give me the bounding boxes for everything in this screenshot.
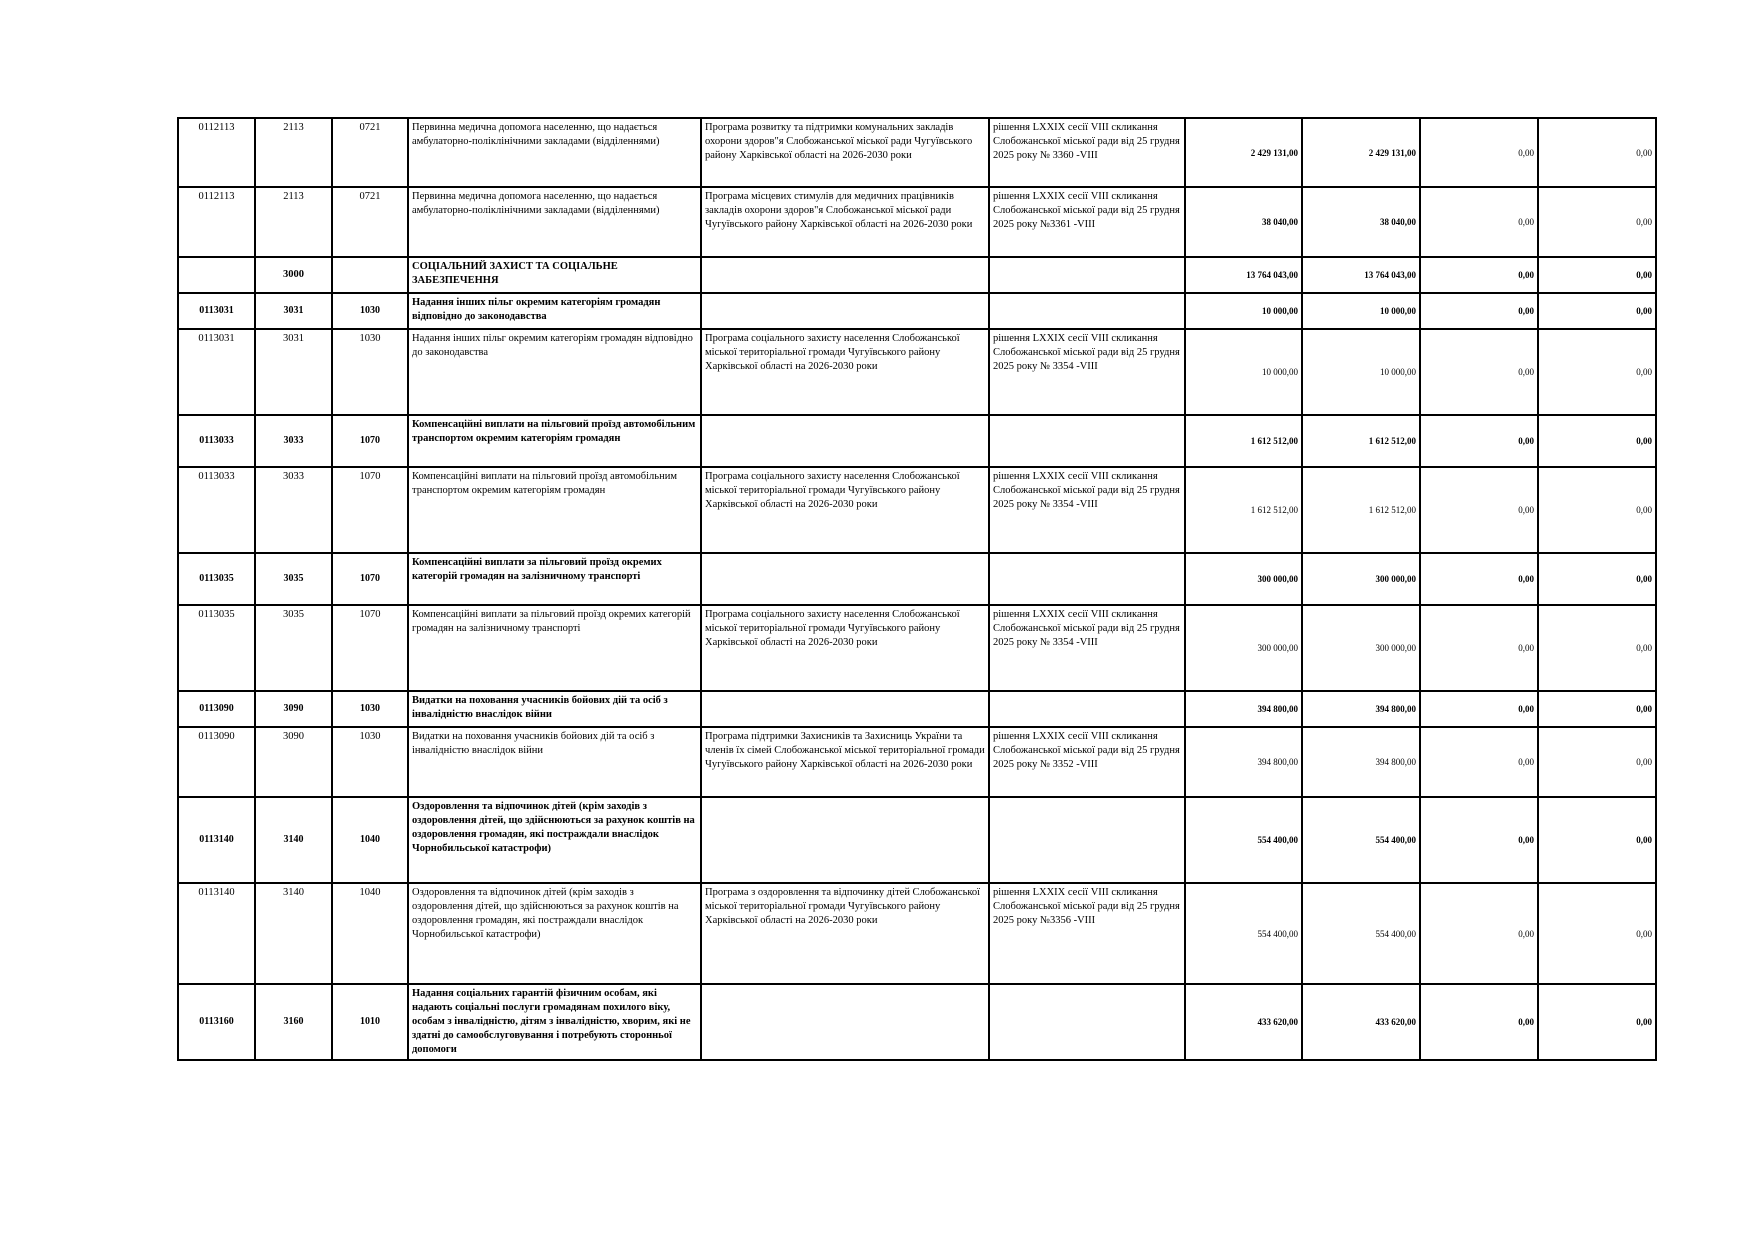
development-budget-cell: 0,00 — [1538, 984, 1656, 1060]
kfk-code-cell: 3140 — [255, 797, 332, 883]
special-fund-cell: 0,00 — [1420, 329, 1538, 415]
table-row — [178, 605, 1656, 691]
total-amount-cell: 38 040,00 — [1185, 187, 1302, 257]
decision-cell: рішення LXXIX сесії VIII скликання Слобожанської міської ради від 25 грудня 2025 року №3356 -VIII — [989, 883, 1185, 984]
general-fund-cell: 10 000,00 — [1302, 329, 1420, 415]
section-row — [178, 257, 1656, 293]
fkv-code-cell: 1040 — [332, 797, 408, 883]
program-name-cell — [701, 257, 989, 293]
development-budget-cell: 0,00 — [1538, 467, 1656, 553]
development-budget-cell: 0,00 — [1538, 187, 1656, 257]
general-fund-cell: 38 040,00 — [1302, 187, 1420, 257]
total-amount-cell: 554 400,00 — [1185, 883, 1302, 984]
budget-table — [177, 117, 1657, 1061]
development-budget-cell: 0,00 — [1538, 727, 1656, 797]
kfk-code-cell: 3140 — [255, 883, 332, 984]
special-fund-cell: 0,00 — [1420, 691, 1538, 727]
kfk-code-cell: 3031 — [255, 329, 332, 415]
program-code-cell: 0113035 — [178, 553, 255, 605]
general-fund-cell: 300 000,00 — [1302, 553, 1420, 605]
program-code-cell: 0112113 — [178, 118, 255, 187]
expenditure-name-cell: СОЦІАЛЬНИЙ ЗАХИСТ ТА СОЦІАЛЬНЕ ЗАБЕЗПЕЧЕННЯ — [408, 257, 701, 293]
expenditure-name-cell: Надання соціальних гарантій фізичним особам, які надають соціальні послуги громадянам похилого віку, особам з інвалідністю, дітям з інвалідністю, хворим, які не здатні до самообслуговування і потребують сторонньої допомоги — [408, 984, 701, 1060]
general-fund-cell: 300 000,00 — [1302, 605, 1420, 691]
development-budget-cell: 0,00 — [1538, 553, 1656, 605]
fkv-code-cell: 1030 — [332, 329, 408, 415]
expenditure-name-cell: Надання інших пільг окремим категоріям громадян відповідно до законодавства — [408, 329, 701, 415]
decision-cell: рішення LXXIX сесії VIII скликання Слобожанської міської ради від 25 грудня 2025 року №3361 -VIII — [989, 187, 1185, 257]
development-budget-cell: 0,00 — [1538, 691, 1656, 727]
general-fund-cell: 394 800,00 — [1302, 727, 1420, 797]
general-fund-cell: 10 000,00 — [1302, 293, 1420, 329]
total-amount-cell: 10 000,00 — [1185, 293, 1302, 329]
fkv-code-cell: 0721 — [332, 118, 408, 187]
program-name-cell — [701, 984, 989, 1060]
special-fund-cell: 0,00 — [1420, 883, 1538, 984]
total-amount-cell: 300 000,00 — [1185, 553, 1302, 605]
expenditure-name-cell: Первинна медична допомога населенню, що надається амбулаторно-поліклінічними закладами (відділеннями) — [408, 118, 701, 187]
subtotal-row — [178, 984, 1656, 1060]
general-fund-cell: 2 429 131,00 — [1302, 118, 1420, 187]
program-name-cell: Програма підтримки Захисників та Захисниць України та членів їх сімей Слобожанської міської територіальної громади Чугуївського району Харківської області на 2026-2030 роки — [701, 727, 989, 797]
program-code-cell: 0113140 — [178, 797, 255, 883]
fkv-code-cell: 1030 — [332, 691, 408, 727]
special-fund-cell: 0,00 — [1420, 293, 1538, 329]
subtotal-row — [178, 415, 1656, 467]
total-amount-cell: 300 000,00 — [1185, 605, 1302, 691]
subtotal-row — [178, 691, 1656, 727]
program-name-cell: Програма соціального захисту населення Слобожанської міської територіальної громади Чугуївського району Харківської області на 2026-2030 роки — [701, 605, 989, 691]
special-fund-cell: 0,00 — [1420, 727, 1538, 797]
development-budget-cell: 0,00 — [1538, 797, 1656, 883]
kfk-code-cell: 3090 — [255, 691, 332, 727]
development-budget-cell: 0,00 — [1538, 883, 1656, 984]
expenditure-name-cell: Оздоровлення та відпочинок дітей (крім заходів з оздоровлення дітей, що здійснюються за рахунок коштів на оздоровлення громадян, які постраждали внаслідок Чорнобильської катастрофи) — [408, 797, 701, 883]
decision-cell — [989, 293, 1185, 329]
program-code-cell: 0113033 — [178, 415, 255, 467]
kfk-code-cell: 3000 — [255, 257, 332, 293]
expenditure-name-cell: Надання інших пільг окремим категоріям громадян відповідно до законодавства — [408, 293, 701, 329]
general-fund-cell: 554 400,00 — [1302, 883, 1420, 984]
program-name-cell: Програма місцевих стимулів для медичних працівників закладів охорони здоров"я Слобожанської міської ради Чугуївського району Харківської області на 2026-2030 роки — [701, 187, 989, 257]
program-code-cell: 0113140 — [178, 883, 255, 984]
decision-cell: рішення LXXIX сесії VIII скликання Слобожанської міської ради від 25 грудня 2025 року № 3354 -VIII — [989, 467, 1185, 553]
special-fund-cell: 0,00 — [1420, 187, 1538, 257]
subtotal-row — [178, 553, 1656, 605]
development-budget-cell: 0,00 — [1538, 415, 1656, 467]
program-code-cell — [178, 257, 255, 293]
general-fund-cell: 394 800,00 — [1302, 691, 1420, 727]
special-fund-cell: 0,00 — [1420, 984, 1538, 1060]
program-code-cell: 0113160 — [178, 984, 255, 1060]
program-name-cell — [701, 691, 989, 727]
fkv-code-cell: 1030 — [332, 293, 408, 329]
decision-cell: рішення LXXIX сесії VIII скликання Слобожанської міської ради від 25 грудня 2025 року № 3354 -VIII — [989, 605, 1185, 691]
general-fund-cell: 13 764 043,00 — [1302, 257, 1420, 293]
expenditure-name-cell: Первинна медична допомога населенню, що надається амбулаторно-поліклінічними закладами (відділеннями) — [408, 187, 701, 257]
fkv-code-cell: 1070 — [332, 553, 408, 605]
total-amount-cell: 554 400,00 — [1185, 797, 1302, 883]
development-budget-cell: 0,00 — [1538, 118, 1656, 187]
fkv-code-cell: 1010 — [332, 984, 408, 1060]
decision-cell — [989, 257, 1185, 293]
fkv-code-cell: 1070 — [332, 605, 408, 691]
table-row — [178, 883, 1656, 984]
program-name-cell — [701, 553, 989, 605]
program-code-cell: 0113033 — [178, 467, 255, 553]
program-name-cell — [701, 415, 989, 467]
kfk-code-cell: 2113 — [255, 118, 332, 187]
total-amount-cell: 1 612 512,00 — [1185, 415, 1302, 467]
program-name-cell — [701, 797, 989, 883]
kfk-code-cell: 3035 — [255, 605, 332, 691]
expenditure-name-cell: Видатки на поховання учасників бойових дій та осіб з інвалідністю внаслідок війни — [408, 727, 701, 797]
total-amount-cell: 13 764 043,00 — [1185, 257, 1302, 293]
program-code-cell: 0112113 — [178, 187, 255, 257]
total-amount-cell: 10 000,00 — [1185, 329, 1302, 415]
fkv-code-cell: 1070 — [332, 467, 408, 553]
program-name-cell — [701, 293, 989, 329]
general-fund-cell: 433 620,00 — [1302, 984, 1420, 1060]
total-amount-cell: 2 429 131,00 — [1185, 118, 1302, 187]
special-fund-cell: 0,00 — [1420, 118, 1538, 187]
program-code-cell: 0113031 — [178, 329, 255, 415]
total-amount-cell: 433 620,00 — [1185, 984, 1302, 1060]
program-code-cell: 0113035 — [178, 605, 255, 691]
program-name-cell: Програма соціального захисту населення Слобожанської міської територіальної громади Чугуївського району Харківської області на 2026-2030 роки — [701, 329, 989, 415]
table-row — [178, 118, 1656, 187]
kfk-code-cell: 3031 — [255, 293, 332, 329]
special-fund-cell: 0,00 — [1420, 467, 1538, 553]
special-fund-cell: 0,00 — [1420, 257, 1538, 293]
expenditure-name-cell: Компенсаційні виплати на пільговий проїзд автомобільним транспортом окремим категоріям громадян — [408, 467, 701, 553]
decision-cell — [989, 984, 1185, 1060]
development-budget-cell: 0,00 — [1538, 329, 1656, 415]
special-fund-cell: 0,00 — [1420, 553, 1538, 605]
decision-cell: рішення LXXIX сесії VIII скликання Слобожанської міської ради від 25 грудня 2025 року № 3352 -VIII — [989, 727, 1185, 797]
kfk-code-cell: 3033 — [255, 415, 332, 467]
kfk-code-cell: 3090 — [255, 727, 332, 797]
subtotal-row — [178, 293, 1656, 329]
fkv-code-cell — [332, 257, 408, 293]
table-row — [178, 329, 1656, 415]
general-fund-cell: 1 612 512,00 — [1302, 467, 1420, 553]
decision-cell: рішення LXXIX сесії VIII скликання Слобожанської міської ради від 25 грудня 2025 року № 3354 -VIII — [989, 329, 1185, 415]
subtotal-row — [178, 797, 1656, 883]
fkv-code-cell: 1030 — [332, 727, 408, 797]
fkv-code-cell: 0721 — [332, 187, 408, 257]
decision-cell — [989, 553, 1185, 605]
kfk-code-cell: 3035 — [255, 553, 332, 605]
expenditure-name-cell: Видатки на поховання учасників бойових дій та осіб з інвалідністю внаслідок війни — [408, 691, 701, 727]
program-code-cell: 0113031 — [178, 293, 255, 329]
program-name-cell: Програма розвитку та підтримки комунальних закладів охорони здоров"я Слобожанської міської ради Чугуївського району Харківської області на 2026-2030 роки — [701, 118, 989, 187]
total-amount-cell: 1 612 512,00 — [1185, 467, 1302, 553]
decision-cell — [989, 415, 1185, 467]
table-row — [178, 467, 1656, 553]
expenditure-name-cell: Оздоровлення та відпочинок дітей (крім заходів з оздоровлення дітей, що здійснюються за рахунок коштів на оздоровлення громадян, які постраждали внаслідок Чорнобильської катастрофи) — [408, 883, 701, 984]
expenditure-name-cell: Компенсаційні виплати на пільговий проїзд автомобільним транспортом окремим категоріям громадян — [408, 415, 701, 467]
development-budget-cell: 0,00 — [1538, 293, 1656, 329]
expenditure-name-cell: Компенсаційні виплати за пільговий проїзд окремих категорій громадян на залізничному транспорті — [408, 605, 701, 691]
program-name-cell: Програма з оздоровлення та відпочинку дітей Слобожанської міської територіальної громади Чугуївського району Харківської області на 2026-2030 роки — [701, 883, 989, 984]
kfk-code-cell: 3160 — [255, 984, 332, 1060]
program-code-cell: 0113090 — [178, 727, 255, 797]
total-amount-cell: 394 800,00 — [1185, 691, 1302, 727]
decision-cell: рішення LXXIX сесії VIII скликання Слобожанської міської ради від 25 грудня 2025 року № 3360 -VIII — [989, 118, 1185, 187]
special-fund-cell: 0,00 — [1420, 415, 1538, 467]
special-fund-cell: 0,00 — [1420, 605, 1538, 691]
expenditure-name-cell: Компенсаційні виплати за пільговий проїзд окремих категорій громадян на залізничному транспорті — [408, 553, 701, 605]
table-row — [178, 187, 1656, 257]
special-fund-cell: 0,00 — [1420, 797, 1538, 883]
decision-cell — [989, 797, 1185, 883]
total-amount-cell: 394 800,00 — [1185, 727, 1302, 797]
fkv-code-cell: 1040 — [332, 883, 408, 984]
program-code-cell: 0113090 — [178, 691, 255, 727]
development-budget-cell: 0,00 — [1538, 605, 1656, 691]
table-row — [178, 727, 1656, 797]
kfk-code-cell: 2113 — [255, 187, 332, 257]
kfk-code-cell: 3033 — [255, 467, 332, 553]
general-fund-cell: 1 612 512,00 — [1302, 415, 1420, 467]
table-body — [178, 118, 1656, 1060]
development-budget-cell: 0,00 — [1538, 257, 1656, 293]
fkv-code-cell: 1070 — [332, 415, 408, 467]
decision-cell — [989, 691, 1185, 727]
general-fund-cell: 554 400,00 — [1302, 797, 1420, 883]
program-name-cell: Програма соціального захисту населення Слобожанської міської територіальної громади Чугуївського району Харківської області на 2026-2030 роки — [701, 467, 989, 553]
